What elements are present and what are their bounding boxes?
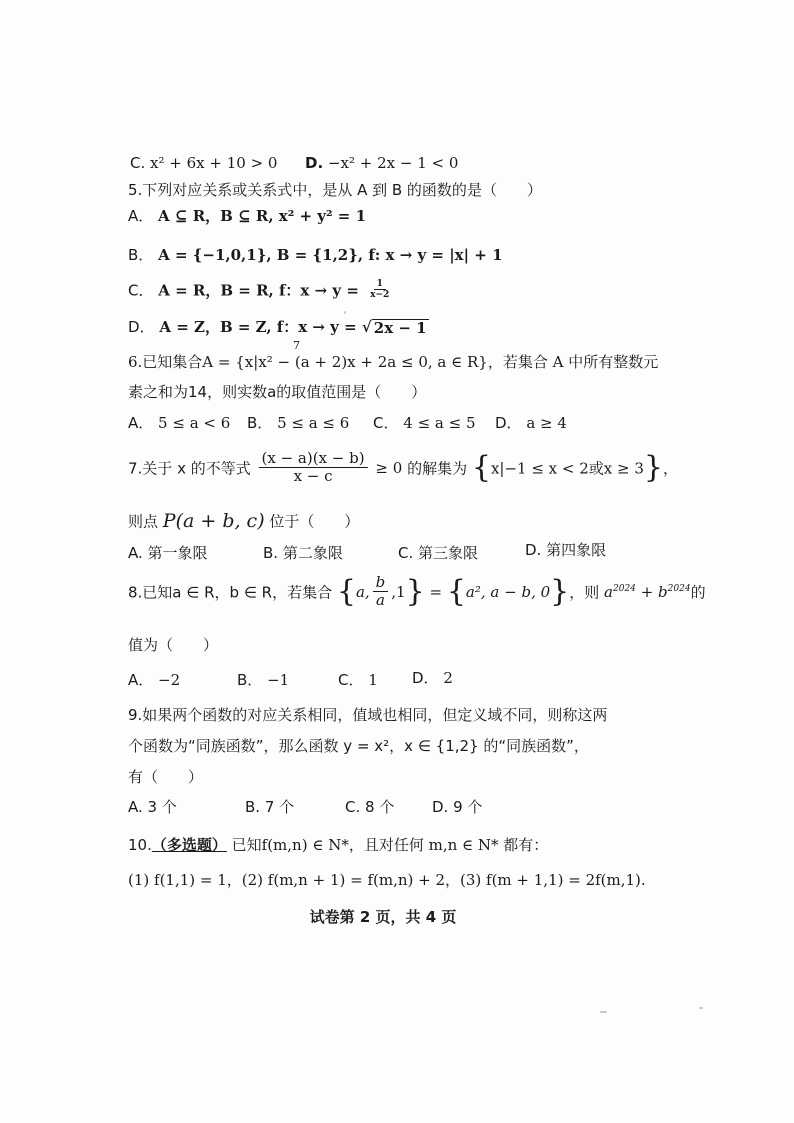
option-text: 4 ≤ a ≤ 5	[403, 414, 476, 432]
option-label: B．	[237, 671, 263, 689]
question-8-line-2: 值为（ ）	[128, 636, 219, 654]
option-text: −1	[267, 671, 290, 689]
option-text: A = {−1,0,1}, B = {1,2}, f: x → y = |x| + 1	[158, 246, 503, 264]
option-text: A = R，B = R, f：x → y =	[158, 281, 365, 300]
base-b: b	[658, 582, 668, 601]
exponent-b: 2024	[667, 583, 691, 594]
question-8-line-1	[128, 574, 706, 610]
multi-select-tag: （多选题）	[151, 836, 227, 854]
fraction	[259, 450, 368, 486]
question-7-middle: 的解集为	[407, 459, 468, 478]
option-label: C.	[398, 544, 414, 562]
question-7-line-2-after: 位于（ ）	[269, 512, 360, 531]
option-label: D．	[412, 669, 439, 687]
option-text: 9 个	[453, 798, 483, 816]
option-label: C.	[130, 154, 146, 172]
option-label: C．	[338, 671, 364, 689]
option-text: a ≥ 4	[526, 414, 567, 432]
question-6-option-a	[128, 413, 230, 433]
left-brace: {	[446, 573, 466, 609]
option-text: 3 个	[147, 798, 177, 816]
radicand: 2x − 1	[373, 319, 427, 337]
fraction-denominator: x−2	[370, 290, 390, 301]
right-brace: }	[643, 449, 663, 485]
inequality-relation: ≥ 0	[375, 458, 403, 477]
option-text: 5 ≤ a < 6	[158, 414, 231, 432]
equals-sign: =	[429, 582, 443, 601]
left-brace: {	[471, 449, 491, 485]
question-8-option-d	[412, 668, 453, 688]
stray-mark: 7	[293, 339, 300, 352]
right-brace: }	[550, 573, 570, 609]
fraction-denominator: x − c	[293, 467, 333, 486]
power-expression	[604, 583, 691, 601]
question-8-option-a	[128, 670, 180, 690]
option-expression: x² + 6x + 10 > 0	[150, 154, 278, 172]
question-9-line-1: 9.如果两个函数的对应关系相同，值域也相同，但定义域不同，则称这两	[128, 706, 608, 724]
fraction-numerator: 1	[374, 279, 386, 290]
prev-option-c	[130, 153, 277, 173]
question-9-line-2: 个函数为“同族函数”，那么函数 y = x²，x ∈ {1,2} 的“同族函数”，	[128, 737, 589, 755]
set-right: a², a − b, 0	[465, 582, 551, 601]
option-label: C．	[128, 281, 154, 300]
question-5-option-b	[128, 245, 503, 265]
left-brace: {	[336, 573, 356, 609]
question-7-option-a	[128, 543, 208, 563]
option-text: A ⊆ R，B ⊆ R, x² + y² = 1	[158, 207, 367, 225]
option-text: −2	[158, 671, 181, 689]
option-label: D.	[525, 541, 542, 559]
option-text: 8 个	[365, 798, 395, 816]
option-text: 第三象限	[418, 544, 479, 562]
option-label: A．	[128, 414, 154, 432]
option-label: D.	[432, 798, 449, 816]
question-5-option-c	[128, 279, 395, 301]
fraction-denominator: a	[376, 591, 385, 610]
question-10-line-1	[128, 835, 548, 855]
scan-speck	[600, 1011, 607, 1013]
question-6-line-2: 素之和为14，则实数a的取值范围是（ ）	[128, 383, 427, 401]
question-6-line-1: 6.已知集合A = {x|x² − (a + 2)x + 2a ≤ 0, a ∈ R}，若集合 A 中所有整数元	[128, 353, 659, 371]
base-a: a	[604, 582, 613, 601]
question-9-option-c	[345, 797, 394, 817]
option-label: B．	[247, 414, 273, 432]
scan-speck	[344, 311, 346, 314]
question-7-option-b	[263, 543, 343, 563]
fraction-numerator: b	[373, 574, 389, 592]
question-9-option-d	[432, 797, 482, 817]
square-root	[362, 317, 429, 337]
question-6-option-b	[247, 413, 349, 433]
question-8-prefix: 8.已知a ∈ R，b ∈ R，若集合	[128, 583, 333, 602]
radical-sign: √	[361, 318, 372, 336]
option-text: 第一象限	[147, 544, 208, 562]
option-text: 2	[443, 669, 453, 687]
plus-sign: +	[640, 582, 654, 601]
point-expression: P(a + b, c)	[162, 510, 265, 532]
option-text: 1	[368, 671, 378, 689]
set-left-first: a,	[355, 582, 370, 601]
prev-option-d	[305, 153, 458, 173]
right-brace: }	[405, 573, 425, 609]
question-7-prefix: 7.关于 x 的不等式	[128, 459, 251, 478]
option-expression: −x² + 2x − 1 < 0	[327, 154, 459, 172]
fraction	[367, 279, 392, 301]
option-label: A．	[128, 671, 154, 689]
option-label: A．	[128, 207, 154, 225]
option-text: 7 个	[264, 798, 295, 816]
fraction-numerator: (x − a)(x − b)	[259, 450, 368, 468]
option-label: A.	[128, 544, 143, 562]
option-text: 5 ≤ a ≤ 6	[277, 414, 350, 432]
question-6-option-d	[495, 413, 567, 433]
question-7-option-d	[525, 540, 606, 560]
option-label: D．	[495, 414, 522, 432]
question-8-option-c	[338, 670, 378, 690]
question-6-option-c	[373, 413, 476, 433]
question-7-option-c	[398, 543, 478, 563]
question-8-suffix: 的	[690, 583, 706, 602]
fraction	[373, 574, 389, 610]
set-left-last: ,1	[391, 582, 406, 601]
question-5-option-d	[128, 317, 429, 337]
page-footer: 试卷第 2 页，共 4 页	[309, 908, 457, 926]
question-8-mid: ，则	[569, 583, 600, 602]
option-label: C．	[373, 414, 399, 432]
question-10-number: 10.	[128, 836, 152, 854]
question-9-option-a	[128, 797, 177, 817]
question-5-stem: 5.下列对应关系或关系式中，是从 A 到 B 的函数的是（ ）	[128, 181, 542, 199]
option-text: 第二象限	[282, 544, 343, 562]
question-9-line-3: 有（ ）	[128, 768, 204, 786]
option-label: A.	[128, 798, 143, 816]
question-10-line-2: (1) f(1,1) = 1，(2) f(m,n + 1) = f(m,n) + 2，(3) f(m + 1,1) = 2f(m,1).	[128, 871, 646, 889]
option-label: B.	[245, 798, 261, 816]
question-7-line-2-before: 则点	[128, 512, 159, 531]
question-9-option-b	[245, 797, 294, 817]
scan-speck	[699, 1007, 703, 1009]
question-7-suffix: ，	[663, 459, 679, 478]
option-text: A = Z，B = Z, f：x → y =	[159, 318, 362, 336]
solution-set: x|−1 ≤ x < 2或x ≥ 3	[490, 459, 644, 478]
option-label: C.	[345, 798, 361, 816]
option-label: B．	[128, 246, 154, 264]
option-label: B.	[263, 544, 279, 562]
question-8-option-b	[237, 670, 289, 690]
question-7-line-2	[128, 510, 359, 532]
question-5-option-a	[128, 206, 366, 226]
exponent-a: 2024	[613, 583, 636, 594]
option-label: D．	[128, 318, 155, 336]
question-7-line-1	[128, 450, 678, 486]
option-label: D.	[305, 154, 324, 172]
question-10-text: 已知f(m,n) ∈ N*，且对任何 m,n ∈ N* 都有：	[231, 836, 549, 854]
option-text: 第四象限	[546, 541, 607, 559]
